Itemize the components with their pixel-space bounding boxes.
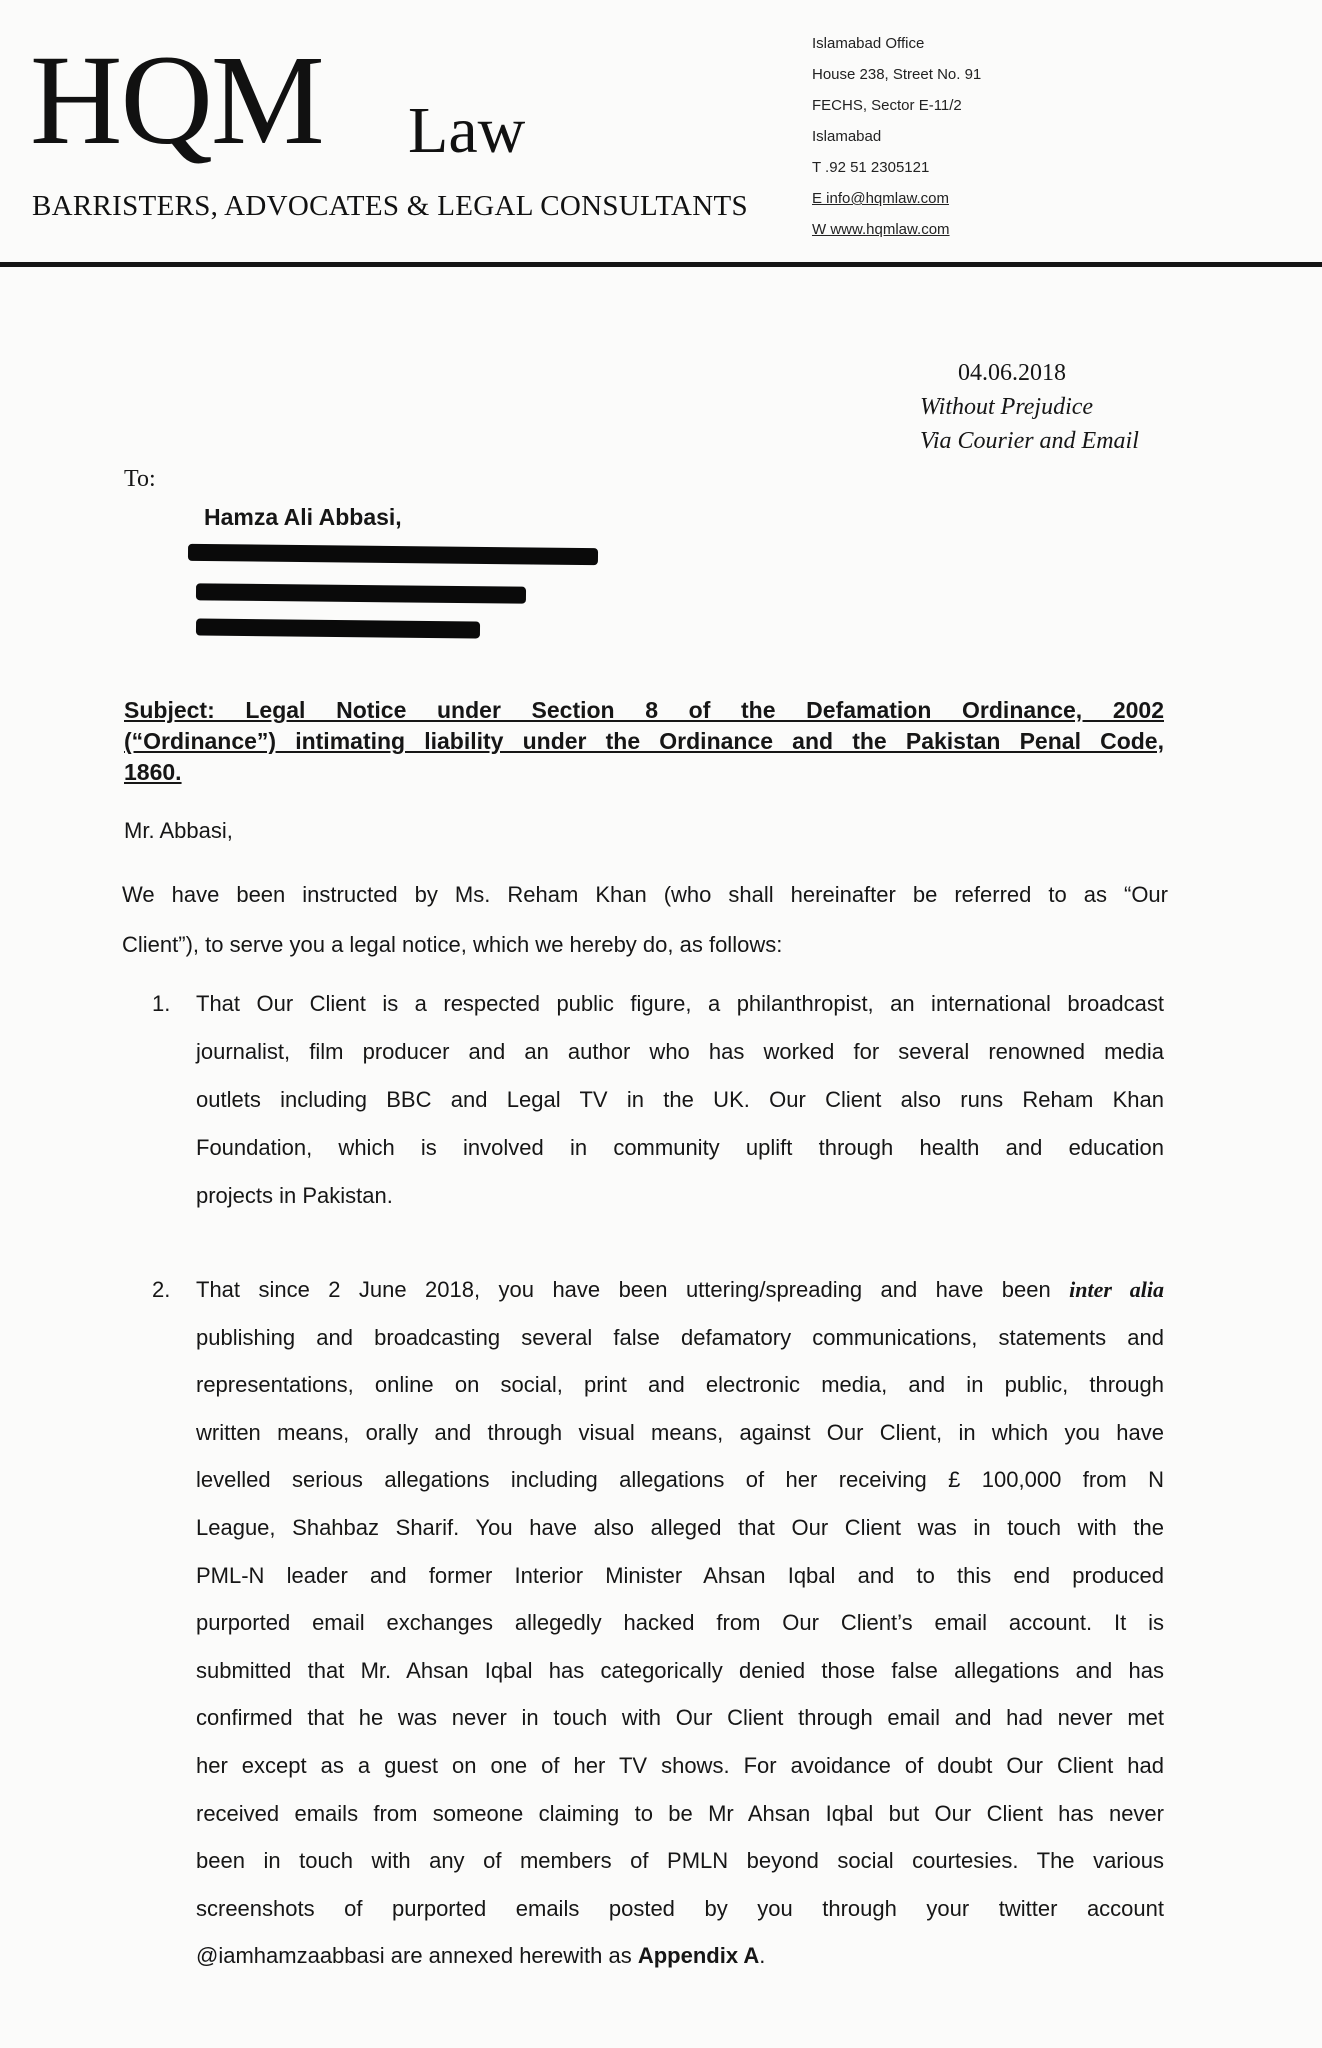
office-address-block <box>812 28 1072 245</box>
subject-heading <box>124 695 1164 788</box>
prejudice-note: Without Prejudice <box>920 394 1094 420</box>
first-line-text: That since 2 June 2018, you have been uttering/spreading and have been <box>196 1277 1051 1302</box>
letterhead-divider <box>0 262 1322 267</box>
paragraph-line: confirmed that he was never in touch with Our Client through email and had never met <box>196 1705 1164 1731</box>
paragraph-line: League, Shahbaz Sharif. You have also alleged that Our Client was in touch with the <box>196 1514 1164 1540</box>
paragraph-first-line <box>196 1266 1164 1314</box>
paragraph-line: her except as a guest on one of her TV shows. For avoidance of doubt Our Client had <box>196 1752 1164 1778</box>
intro-paragraph <box>122 870 1168 970</box>
paragraph-text <box>196 980 1164 1220</box>
paragraph-line: levelled serious allegations including allegations of her receiving £ 100,000 from N <box>196 1467 1164 1493</box>
office-heading: Islamabad Office <box>812 35 925 52</box>
redaction-bar <box>196 619 480 639</box>
paragraph-line: publishing and broadcasting several false defamatory communications, statements and <box>196 1324 1164 1350</box>
office-email: E info@hqmlaw.com <box>812 190 949 207</box>
paragraph-line: journalist, film producer and an author who has worked for several renowned media <box>196 1039 1164 1064</box>
office-address-line1: House 238, Street No. 91 <box>812 66 982 83</box>
paragraph-number: 2. <box>152 1277 171 1302</box>
logo-sub-text: Law <box>408 94 526 167</box>
last-line-text: @iamhamzaabbasi are annexed herewith as <box>196 1943 632 1969</box>
paragraph-line: purported email exchanges allegedly hacked from Our Client’s email account. It is <box>196 1610 1164 1636</box>
paragraph-line: PML-N leader and former Interior Minister Ahsan Iqbal and to this end produced <box>196 1562 1164 1588</box>
office-phone: T .92 51 2305121 <box>812 159 930 176</box>
intro-line: Client”), to serve you a legal notice, which we hereby do, as follows: <box>122 932 783 957</box>
paragraph-line: been in touch with any of members of PMLN beyond social courtesies. The various <box>196 1848 1164 1874</box>
intro-line: We have been instructed by Ms. Reham Khan (who shall hereinafter be referred to as “Our <box>122 882 1168 907</box>
delivery-note: Via Courier and Email <box>920 428 1139 454</box>
paragraph-line: That Our Client is a respected public figure, a philanthropist, an international broadcast <box>196 991 1164 1016</box>
redaction-bar <box>196 583 526 603</box>
paragraph-line: outlets including BBC and Legal TV in the UK. Our Client also runs Reham Khan <box>196 1087 1164 1112</box>
latin-phrase: inter alia <box>1069 1277 1164 1302</box>
paragraph-line: submitted that Mr. Ahsan Iqbal has categorically denied those false allegations and has <box>196 1657 1164 1683</box>
logo-main-text: HQM <box>30 29 323 171</box>
firm-logo <box>30 29 730 171</box>
subject-line: Subject: Legal Notice under Section 8 of the Defamation Ordinance, 2002 <box>124 697 1164 723</box>
paragraph-line: projects in Pakistan. <box>196 1183 393 1208</box>
office-city: Islamabad <box>812 128 882 145</box>
salutation: Mr. Abbasi, <box>124 818 233 843</box>
paragraph-line: Foundation, which is involved in community uplift through health and education <box>196 1135 1164 1160</box>
office-address-line2: FECHS, Sector E-11/2 <box>812 97 962 114</box>
paragraph-text <box>196 1266 1164 1980</box>
to-label: To: <box>124 466 156 492</box>
paragraph-line: received emails from someone claiming to be Mr Ahsan Iqbal but Our Client has never <box>196 1800 1164 1826</box>
paragraph-line: screenshots of purported emails posted by you through your twitter account <box>196 1895 1164 1921</box>
redaction-bar <box>188 544 598 565</box>
last-line-end: . <box>759 1943 766 1969</box>
appendix-reference: Appendix A <box>637 1943 760 1969</box>
subject-line: (“Ordinance”) intimating liability under the Ordinance and the Pakistan Penal Code, <box>124 728 1164 754</box>
office-website: W www.hqmlaw.com <box>812 221 950 238</box>
paragraph-line: representations, online on social, print and electronic media, and in public, through <box>196 1372 1164 1398</box>
paragraph-number: 1. <box>152 991 171 1016</box>
subject-line: 1860. <box>124 759 182 785</box>
letter-date: 04.06.2018 <box>958 360 1066 386</box>
paragraph-last-line <box>196 1932 1164 1980</box>
paragraph-line: written means, orally and through visual means, against Our Client, in which you have <box>196 1419 1164 1445</box>
date-block <box>920 356 1139 458</box>
recipient-name: Hamza Ali Abbasi, <box>204 504 402 530</box>
firm-tagline: BARRISTERS, ADVOCATES & LEGAL CONSULTANTS <box>32 190 748 222</box>
